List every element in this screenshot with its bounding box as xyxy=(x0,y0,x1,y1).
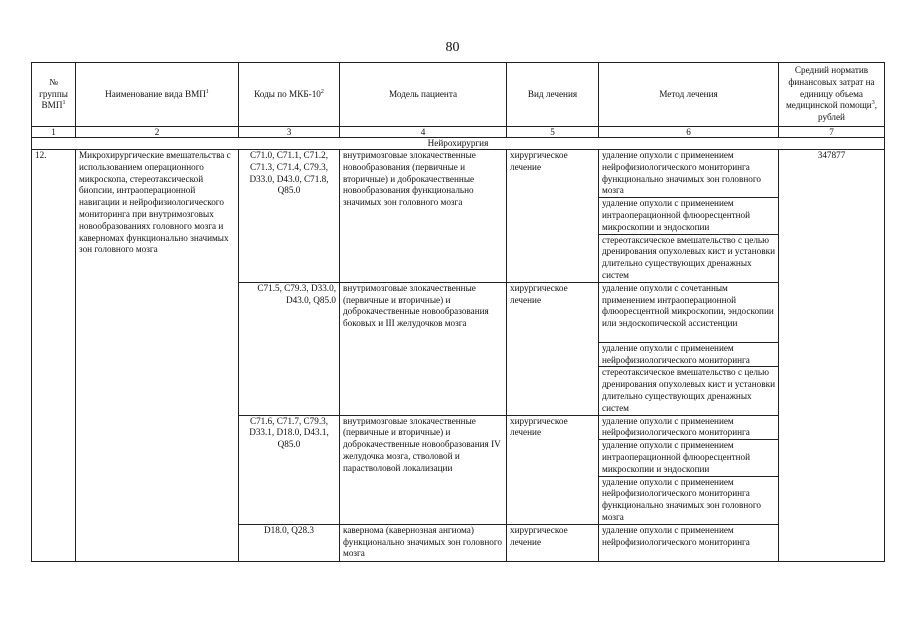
icd-codes: C71.6, C71.7, C79.3, D33.1, D18.0, D43.1, Q85.0 xyxy=(239,415,340,524)
patient-model: кавернома (кавернозная ангиома) функционально значимых зон головного мозга xyxy=(340,524,507,561)
column-number: 7 xyxy=(779,127,885,138)
header-treatment-type: Вид лечения xyxy=(507,63,599,127)
column-number: 1 xyxy=(32,127,76,138)
cost-norm: 347877 xyxy=(779,150,885,562)
treatment-type: хирургическое лечение xyxy=(507,415,599,524)
patient-model: внутримозговые злокачественные (первичные и вторичные) и доброкачественные новообразования боковых и III желудочков мозга xyxy=(340,282,507,415)
group-number: 12. xyxy=(32,150,76,562)
treatment-method: удаление опухоли с применением нейрофизиологического мониторинга функционально значимых зон головного мозга xyxy=(599,476,779,524)
treatment-method: удаление опухоли с применением нейрофизиологического мониторинга xyxy=(599,415,779,440)
treatment-method: удаление опухоли с сочетанным применением интраоперационной флюоресцентной микроскопии, эндоскопии или эндоскопической ассистенции xyxy=(599,282,779,342)
vmp-name: Микрохирургические вмешательства с использованием операционного микроскопа, стереотаксической биопсии, интраоперационной навигации и нейрофизиологического мониторинга при внутримозговых новообразованиях головного мозга и каверномах функционально значимых зон головного мозга xyxy=(76,150,239,562)
vmp-table xyxy=(31,62,885,562)
header-treatment-method: Метод лечения xyxy=(599,63,779,127)
treatment-type: хирургическое лечение xyxy=(507,282,599,415)
column-number: 6 xyxy=(599,127,779,138)
header-patient-model: Модель пациента xyxy=(340,63,507,127)
section-row xyxy=(32,138,885,150)
header-group-number: № группы ВМП$^1$ xyxy=(32,63,76,127)
header-icd-codes: Коды по МКБ-$10^2$ xyxy=(239,63,340,127)
icd-codes: C71.0, C71.1, C71.2, C71.3, C71.4, C79.3, D33.0, D43.0, C71.8, Q85.0 xyxy=(239,150,340,283)
section-title: Нейрохирургия xyxy=(32,138,885,150)
patient-model: внутримозговые злокачественные новообразования (первичные и вторичные) и доброкачественные новообразования функционально значимых зон головного мозга xyxy=(340,150,507,283)
treatment-method: удаление опухоли с применением нейрофизиологического мониторинга xyxy=(599,342,779,367)
treatment-type: хирургическое лечение xyxy=(507,524,599,561)
treatment-method: удаление опухоли с применением нейрофизиологического мониторинга xyxy=(599,524,779,561)
treatment-method: стереотаксическое вмешательство с целью дренирования опухолевых кист и установки длительно существующих дренажных систем xyxy=(599,234,779,282)
column-number: 4 xyxy=(340,127,507,138)
column-number: 5 xyxy=(507,127,599,138)
icd-codes: D18.0, Q28.3 xyxy=(239,524,340,561)
treatment-method: удаление опухоли с применением нейрофизиологического мониторинга функционально значимых зон головного мозга xyxy=(599,150,779,198)
table-row xyxy=(32,150,885,198)
column-number: 2 xyxy=(76,127,239,138)
column-number: 3 xyxy=(239,127,340,138)
treatment-method: удаление опухоли с применением интраоперационной флюоресцентной микроскопии и эндоскопии xyxy=(599,440,779,476)
header-cost-norm: Средний норматив финансовых затрат на единицу объема медицинской помощи$^3$, рублей xyxy=(779,63,885,127)
treatment-method: стереотаксическое вмешательство с целью дренирования опухолевых кист и установки длительно существующих дренажных систем xyxy=(599,367,779,415)
treatment-type: хирургическое лечение xyxy=(507,150,599,283)
header-vmp-name: Наименование вида ВМП$^1$ xyxy=(76,63,239,127)
page-number: 80 xyxy=(445,40,460,55)
header-row xyxy=(32,63,885,127)
column-number-row xyxy=(32,127,885,138)
treatment-method: удаление опухоли с применением интраоперационной флюоресцентной микроскопии и эндоскопии xyxy=(599,198,779,234)
icd-codes: C71.5, C79.3, D33.0, D43.0, Q85.0 xyxy=(239,282,340,415)
patient-model: внутримозговые злокачественные (первичные и вторичные) и доброкачественные новообразования IV желудочка мозга, стволовой и парастволовой локализации xyxy=(340,415,507,524)
